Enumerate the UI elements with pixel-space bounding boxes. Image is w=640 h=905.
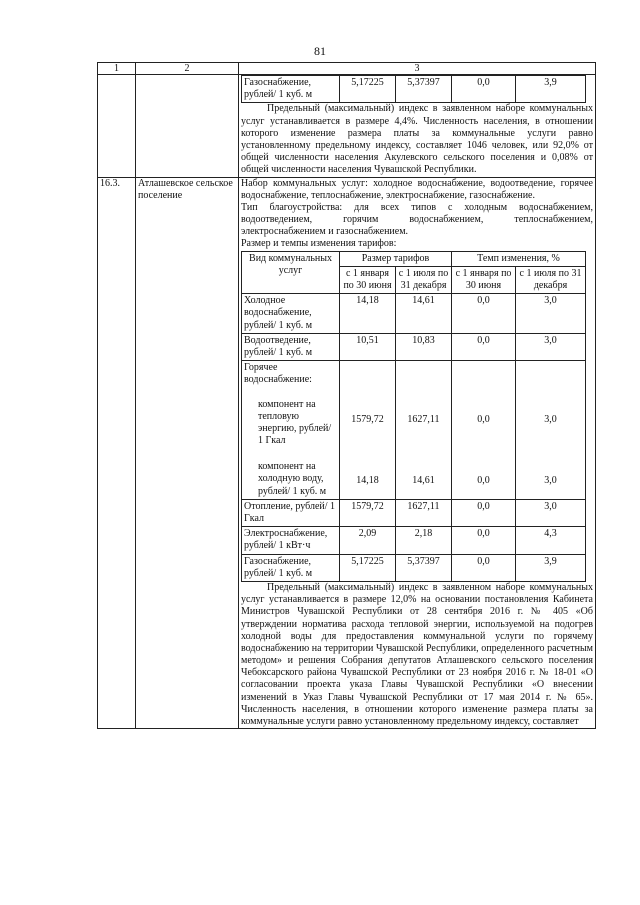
table-row xyxy=(242,294,586,334)
page-number: 81 xyxy=(314,44,326,58)
value-cell: 0,0 xyxy=(452,76,516,103)
header-rate: Темп изменения, % xyxy=(452,251,586,266)
hot-comp2-label: компонент на холодную воду, рублей/ 1 куб. м xyxy=(258,461,327,497)
row-label: Холодное водоснабжение, рублей/ 1 куб. м xyxy=(242,294,340,334)
value-cell: 3,9 xyxy=(516,76,586,103)
value-cell: 3,0 xyxy=(516,294,586,334)
header-col-2: 2 xyxy=(136,63,239,75)
table-row xyxy=(242,333,586,360)
value-cell: 14,61 xyxy=(396,294,452,334)
value-cell: 3,9 xyxy=(516,554,586,581)
hot-values-2 xyxy=(396,361,452,500)
value-cell: 4,3 xyxy=(516,527,586,554)
value-cell: 0,0 xyxy=(452,294,516,334)
table-row-hot-water xyxy=(242,361,586,500)
header-row xyxy=(98,63,596,75)
table-row xyxy=(242,76,586,103)
section-paragraph: Предельный (максимальный) индекс в заявленном наборе коммунальных услуг устанавливается в размере 12,0% на основании постановления Кабинета Министров Чувашской Республики от 28 сентября 2016 г. № 405 «Об утверждении норматива расхода тепловой энергии, используемой на подогрев холодной воды для предоставления коммунальной услуги по горячему водоснабжению на территории Чувашской Республики, определенного расчетным методом» и решения Собрания депутатов Атлашевского сельского поселения Чебоксарского района Чувашской Республики от 23 ноября 2016 г. № 18-01 «О согласовании проекта указа Главы Чувашской Республики «О внесении изменений в Указ Главы Чувашской Республики от 17 мая 2014 г. № 65». Численность населения, в отношении которого изменение размера платы за коммунальные услуги равно установленному предельному индексу, составляет xyxy=(241,581,593,727)
hot-water-label: Горячее водоснабжение: xyxy=(244,362,312,386)
header-kind: Вид коммунальных услуг xyxy=(242,251,340,294)
value-cell: 0,0 xyxy=(452,499,516,526)
section-row xyxy=(98,177,596,729)
value-cell: 3,0 xyxy=(516,499,586,526)
value-cell: 5,17225 xyxy=(340,76,396,103)
main-table xyxy=(97,62,596,729)
size-text: Размер и темпы изменения тарифов: xyxy=(241,238,397,250)
value-cell: 1579,72 xyxy=(351,414,384,426)
value-cell: 14,18 xyxy=(340,294,396,334)
continuation-row xyxy=(98,75,596,178)
type-text: Тип благоустройства: для всех типов с холодным водоснабжением, водоотведением, горячим водоснабжением, теплоснабжением, электроснабжением и газоснабжением. xyxy=(241,201,593,238)
set-text: Набор коммунальных услуг: холодное водоснабжение, водоотведение, горячее водоснабжение, теплоснабжение, электроснабжение, газоснабжение. xyxy=(241,177,593,201)
continuation-name-cell xyxy=(136,75,239,178)
value-cell: 5,17225 xyxy=(340,554,396,581)
value-cell: 2,18 xyxy=(396,527,452,554)
hot-water-cell xyxy=(242,361,340,500)
value-cell: 1579,72 xyxy=(340,499,396,526)
value-cell: 10,51 xyxy=(340,333,396,360)
value-cell: 5,37397 xyxy=(396,554,452,581)
value-cell: 14,18 xyxy=(356,475,379,487)
value-cell: 3,0 xyxy=(544,414,557,426)
table-row xyxy=(242,527,586,554)
value-cell: 0,0 xyxy=(477,414,490,426)
header-period: с 1 июля по 31 декабря xyxy=(516,266,586,293)
table-row xyxy=(242,499,586,526)
top-paragraph: Предельный (максимальный) индекс в заявленном наборе коммунальных услуг устанавливается в размере 4,4%. Численность населения, в отношении которого изменение размера платы за коммунальные услуги равно установленному предельному индексу, составляет 1046 человек, или 92,0% от общей численности населения Акулевского сельского поселения и 0,08% от общей численности населения Чувашской Республики. xyxy=(241,103,593,176)
table-row xyxy=(242,554,586,581)
value-cell: 3,0 xyxy=(544,475,557,487)
value-cell: 0,0 xyxy=(452,554,516,581)
value-cell: 3,0 xyxy=(516,333,586,360)
section-content xyxy=(239,177,596,729)
tariff-table xyxy=(241,251,586,582)
header-size: Размер тарифов xyxy=(340,251,452,266)
header-period: с 1 июля по 31 декабря xyxy=(396,266,452,293)
value-cell: 1627,11 xyxy=(396,499,452,526)
row-label: Отопление, рублей/ 1 Гкал xyxy=(242,499,340,526)
section-name: Атлашевское сельское поселение xyxy=(136,177,239,729)
header-period: с 1 января по 30 июня xyxy=(452,266,516,293)
value-cell: 5,37397 xyxy=(396,76,452,103)
hot-values-4 xyxy=(516,361,586,500)
value-cell: 0,0 xyxy=(477,475,490,487)
row-label: Газоснабжение, рублей/ 1 куб. м xyxy=(242,554,340,581)
header-period: с 1 января по 30 июня xyxy=(340,266,396,293)
value-cell: 10,83 xyxy=(396,333,452,360)
row-label: Электроснабжение, рублей/ 1 кВт·ч xyxy=(242,527,340,554)
continuation-num-cell xyxy=(98,75,136,178)
section-number: 16.3. xyxy=(98,177,136,729)
gas-table-top xyxy=(241,75,586,103)
value-cell: 0,0 xyxy=(452,333,516,360)
continuation-content-cell xyxy=(239,75,596,178)
value-cell: 1627,11 xyxy=(407,414,440,426)
value-cell: 2,09 xyxy=(340,527,396,554)
header-col-3: 3 xyxy=(239,63,596,75)
row-label: Водоотведение, рублей/ 1 куб. м xyxy=(242,333,340,360)
row-label: Газоснабжение, рублей/ 1 куб. м xyxy=(242,76,340,103)
value-cell: 0,0 xyxy=(452,527,516,554)
value-cell: 14,61 xyxy=(412,475,435,487)
hot-values-3 xyxy=(452,361,516,500)
hot-values-1 xyxy=(340,361,396,500)
hot-comp1-label: компонент на тепловую энергию, рублей/ 1 Гкал xyxy=(258,398,332,447)
tariff-header-row xyxy=(242,251,586,266)
header-col-1: 1 xyxy=(98,63,136,75)
